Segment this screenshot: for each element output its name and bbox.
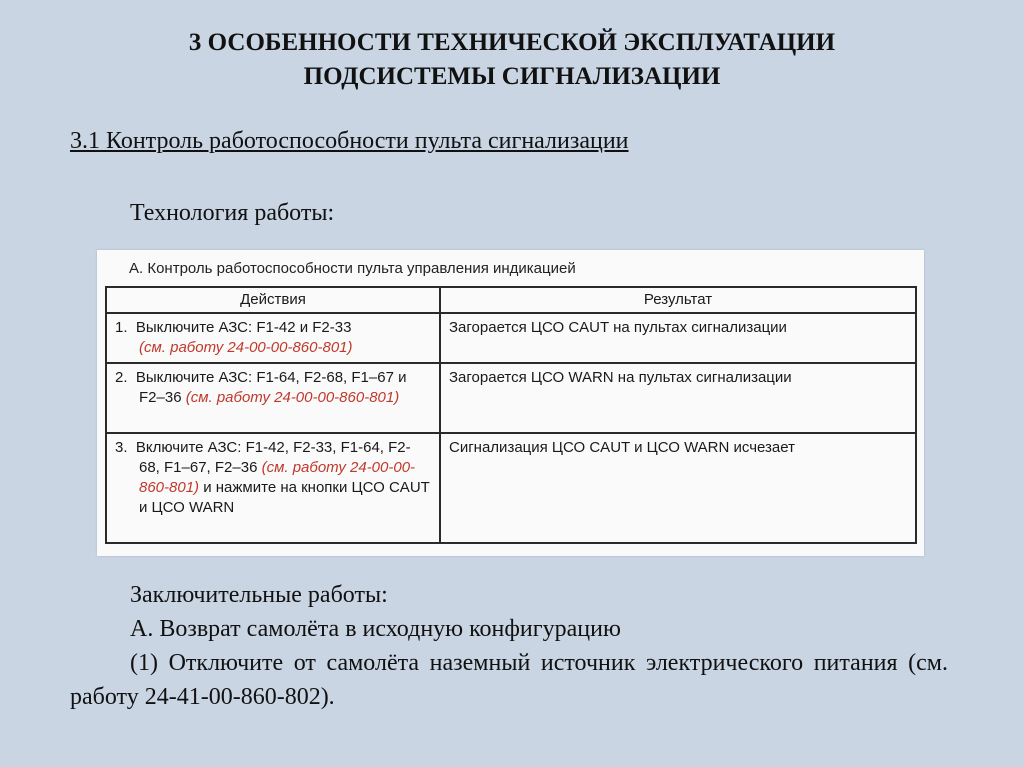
title-line-1: 3 ОСОБЕННОСТИ ТЕХНИЧЕСКОЙ ЭКСПЛУАТАЦИИ (188, 29, 836, 56)
table-row (106, 363, 916, 433)
step-reference: (см. работу 24-00-00-860-801) (139, 339, 353, 356)
result-cell: Сигнализация ЦСО CAUT и ЦСО WARN исчезает (440, 433, 916, 543)
action-cell (106, 363, 440, 433)
title-line-2: ПОДСИСТЕМЫ СИГНАЛИЗАЦИИ (303, 63, 721, 90)
step-number: 1. (115, 319, 128, 336)
step-reference: (см. работу 24-00-00-860-801) (139, 459, 416, 496)
step-action-tail: и нажмите на кнопки ЦСО CAUT и ЦСО WARN (139, 479, 430, 516)
step-reference: (см. работу 24-00-00-860-801) (185, 389, 400, 406)
table-caption: А. Контроль работоспособности пульта управления индикацией (129, 260, 576, 277)
final-label: Заключительные работы: (130, 582, 388, 608)
action-cell (106, 433, 440, 543)
step-action: Включите АЗС: F1-42, F2-33, F1-64, F2-68, F1–67, F2–36 (135, 439, 411, 476)
section-heading: 3.1 Контроль работоспособности пульта сигнализации (70, 128, 629, 154)
step-action: Выключите АЗС: F1-42 и F2-33 (135, 319, 352, 336)
final-item-a: А. Возврат самолёта в исходную конфигурацию (130, 616, 621, 642)
step-number: 2. (115, 369, 128, 386)
result-cell: Загорается ЦСО WARN на пультах сигнализации (440, 363, 916, 433)
header-result: Результат (440, 287, 916, 313)
step-number: 3. (115, 439, 128, 456)
final-works (130, 578, 621, 646)
action-cell (106, 313, 440, 363)
procedure-table-card (97, 250, 924, 556)
step-text (115, 438, 431, 518)
step-text (115, 318, 431, 358)
table-header-row (106, 287, 916, 313)
technology-label: Технология работы: (130, 200, 335, 226)
table-row (106, 313, 916, 363)
header-actions: Действия (106, 287, 440, 313)
step-action: Выключите АЗС: F1-64, F2-68, F1–67 и F2–36 (135, 369, 407, 406)
slide-title (60, 26, 964, 94)
final-step-1: (1) Отключите от самолёта наземный источник электрического питания (см. работу 24-41-00-860-802). (70, 650, 948, 710)
table-row (106, 433, 916, 543)
step-text (115, 368, 431, 408)
result-cell: Загорается ЦСО CAUT на пультах сигнализации (440, 313, 916, 363)
procedure-table (105, 286, 917, 544)
